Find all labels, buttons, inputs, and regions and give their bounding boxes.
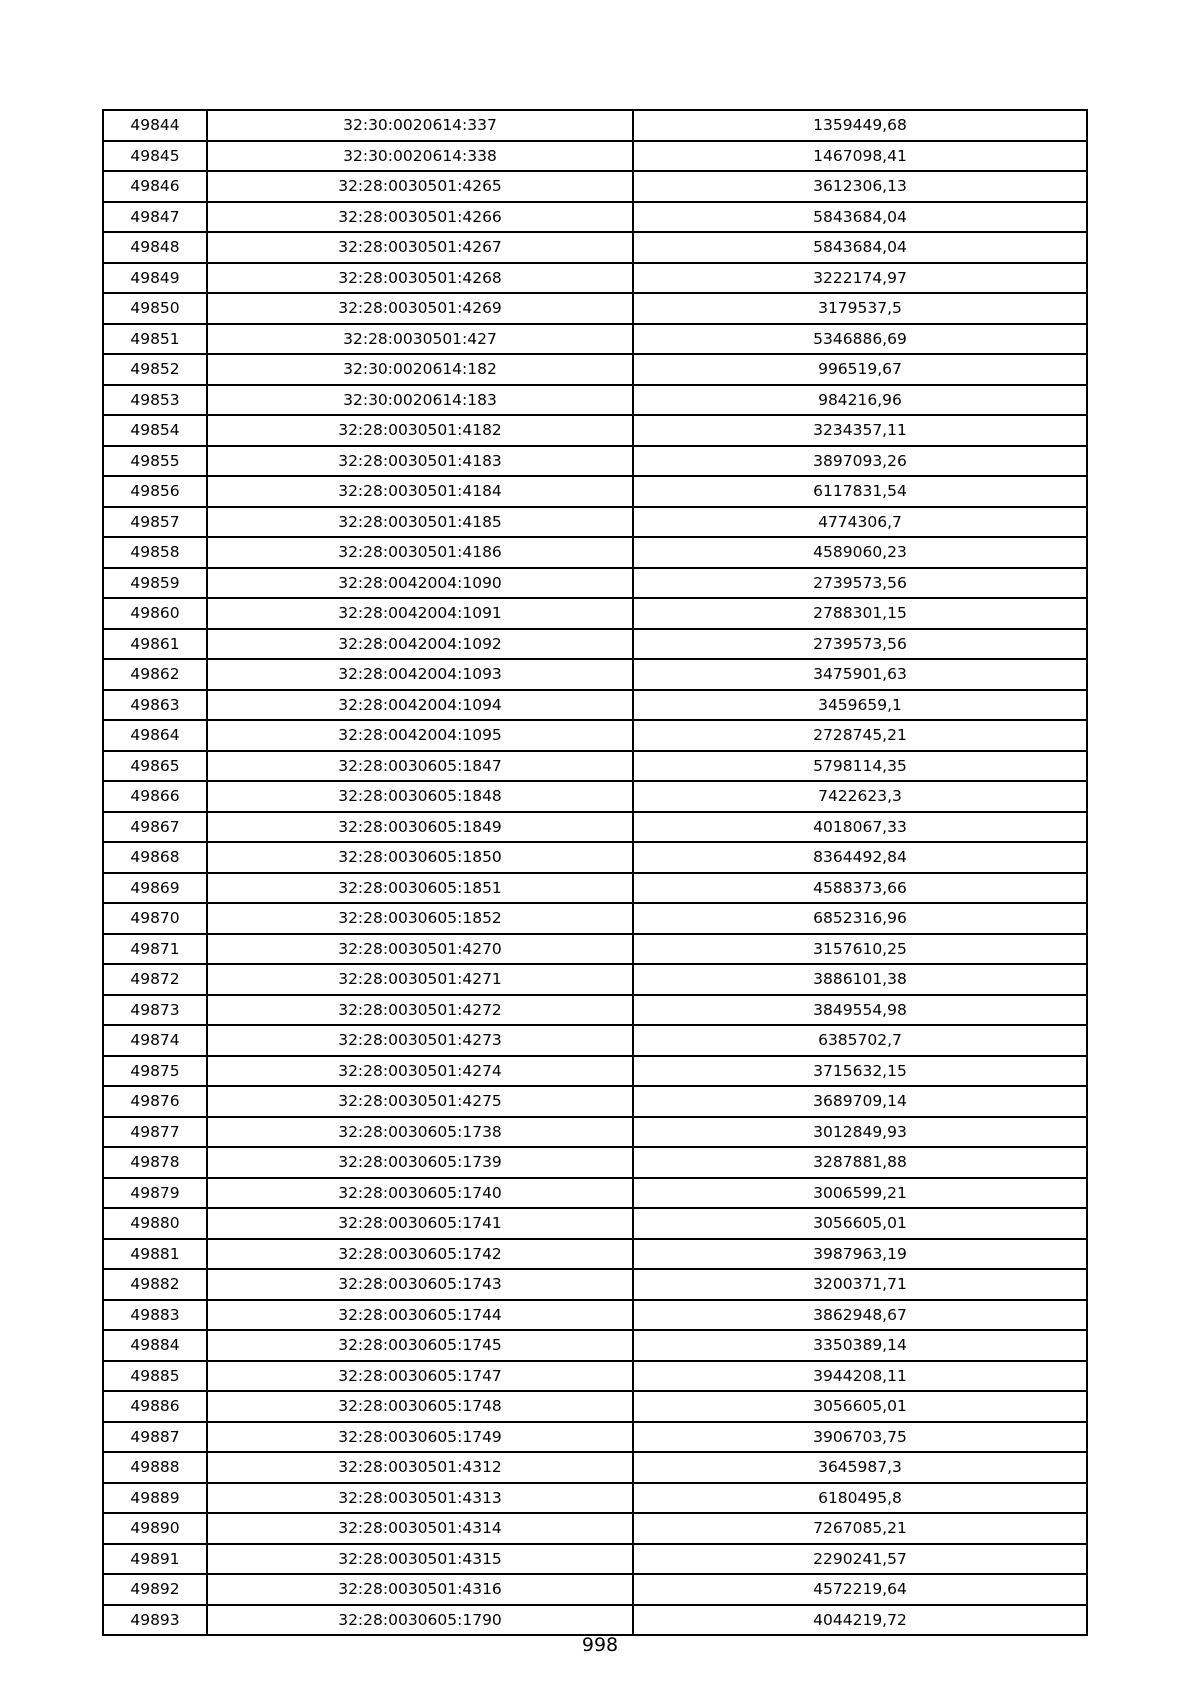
row-number-cell: 49863 bbox=[103, 690, 207, 721]
cadastral-number-cell: 32:28:0030501:4272 bbox=[207, 995, 633, 1026]
value-cell: 3645987,3 bbox=[633, 1452, 1087, 1483]
cadastral-number-cell: 32:28:0030501:4267 bbox=[207, 232, 633, 263]
value-cell: 3459659,1 bbox=[633, 690, 1087, 721]
row-number-cell: 49871 bbox=[103, 934, 207, 965]
value-cell: 3715632,15 bbox=[633, 1056, 1087, 1087]
cadastral-number-cell: 32:28:0030501:4183 bbox=[207, 446, 633, 477]
value-cell: 984216,96 bbox=[633, 385, 1087, 416]
table-row bbox=[103, 1300, 1087, 1331]
value-cell: 2290241,57 bbox=[633, 1544, 1087, 1575]
row-number-cell: 49887 bbox=[103, 1422, 207, 1453]
cadastral-number-cell: 32:28:0042004:1090 bbox=[207, 568, 633, 599]
value-cell: 5843684,04 bbox=[633, 202, 1087, 233]
value-cell: 6117831,54 bbox=[633, 476, 1087, 507]
table-row bbox=[103, 1147, 1087, 1178]
cadastral-number-cell: 32:28:0030501:4316 bbox=[207, 1574, 633, 1605]
page-number: 998 bbox=[581, 1634, 619, 1656]
cadastral-number-cell: 32:28:0030501:4312 bbox=[207, 1452, 633, 1483]
value-cell: 5346886,69 bbox=[633, 324, 1087, 355]
cadastral-number-cell: 32:28:0030501:4270 bbox=[207, 934, 633, 965]
cadastral-number-cell: 32:28:0030605:1742 bbox=[207, 1239, 633, 1270]
cadastral-number-cell: 32:30:0020614:182 bbox=[207, 354, 633, 385]
value-cell: 3897093,26 bbox=[633, 446, 1087, 477]
cadastral-number-cell: 32:28:0030605:1852 bbox=[207, 903, 633, 934]
row-number-cell: 49879 bbox=[103, 1178, 207, 1209]
table-row bbox=[103, 1483, 1087, 1514]
row-number-cell: 49865 bbox=[103, 751, 207, 782]
cadastral-number-cell: 32:28:0030605:1849 bbox=[207, 812, 633, 843]
table-row bbox=[103, 568, 1087, 599]
cadastral-number-cell: 32:28:0030501:4274 bbox=[207, 1056, 633, 1087]
table-row bbox=[103, 598, 1087, 629]
value-cell: 3689709,14 bbox=[633, 1086, 1087, 1117]
cadastral-number-cell: 32:28:0030605:1739 bbox=[207, 1147, 633, 1178]
row-number-cell: 49848 bbox=[103, 232, 207, 263]
table-row bbox=[103, 1574, 1087, 1605]
cadastral-number-cell: 32:28:0030605:1790 bbox=[207, 1605, 633, 1636]
cadastral-number-cell: 32:28:0030501:427 bbox=[207, 324, 633, 355]
row-number-cell: 49853 bbox=[103, 385, 207, 416]
cadastral-number-cell: 32:28:0042004:1091 bbox=[207, 598, 633, 629]
value-cell: 8364492,84 bbox=[633, 842, 1087, 873]
value-cell: 3012849,93 bbox=[633, 1117, 1087, 1148]
table-row bbox=[103, 812, 1087, 843]
row-number-cell: 49868 bbox=[103, 842, 207, 873]
row-number-cell: 49869 bbox=[103, 873, 207, 904]
value-cell: 3234357,11 bbox=[633, 415, 1087, 446]
row-number-cell: 49882 bbox=[103, 1269, 207, 1300]
value-cell: 3475901,63 bbox=[633, 659, 1087, 690]
row-number-cell: 49877 bbox=[103, 1117, 207, 1148]
table-row bbox=[103, 1239, 1087, 1270]
table-row bbox=[103, 537, 1087, 568]
row-number-cell: 49880 bbox=[103, 1208, 207, 1239]
table-body bbox=[103, 110, 1087, 1635]
table-row bbox=[103, 629, 1087, 660]
cadastral-number-cell: 32:28:0042004:1093 bbox=[207, 659, 633, 690]
cadastral-number-cell: 32:28:0030501:4271 bbox=[207, 964, 633, 995]
value-cell: 4018067,33 bbox=[633, 812, 1087, 843]
row-number-cell: 49870 bbox=[103, 903, 207, 934]
row-number-cell: 49851 bbox=[103, 324, 207, 355]
cadastral-number-cell: 32:28:0030501:4275 bbox=[207, 1086, 633, 1117]
data-table bbox=[102, 109, 1088, 1636]
value-cell: 2788301,15 bbox=[633, 598, 1087, 629]
table-row bbox=[103, 995, 1087, 1026]
row-number-cell: 49864 bbox=[103, 720, 207, 751]
table-row bbox=[103, 324, 1087, 355]
value-cell: 6852316,96 bbox=[633, 903, 1087, 934]
value-cell: 7267085,21 bbox=[633, 1513, 1087, 1544]
cadastral-number-cell: 32:28:0030501:4182 bbox=[207, 415, 633, 446]
cadastral-number-cell: 32:28:0030605:1851 bbox=[207, 873, 633, 904]
row-number-cell: 49861 bbox=[103, 629, 207, 660]
value-cell: 3222174,97 bbox=[633, 263, 1087, 294]
table-row bbox=[103, 690, 1087, 721]
value-cell: 3350389,14 bbox=[633, 1330, 1087, 1361]
row-number-cell: 49847 bbox=[103, 202, 207, 233]
value-cell: 5843684,04 bbox=[633, 232, 1087, 263]
cadastral-number-cell: 32:28:0030501:4273 bbox=[207, 1025, 633, 1056]
value-cell: 3006599,21 bbox=[633, 1178, 1087, 1209]
cadastral-number-cell: 32:28:0042004:1095 bbox=[207, 720, 633, 751]
value-cell: 2739573,56 bbox=[633, 629, 1087, 660]
row-number-cell: 49857 bbox=[103, 507, 207, 538]
cadastral-number-cell: 32:28:0030605:1848 bbox=[207, 781, 633, 812]
value-cell: 3287881,88 bbox=[633, 1147, 1087, 1178]
row-number-cell: 49889 bbox=[103, 1483, 207, 1514]
value-cell: 3944208,11 bbox=[633, 1361, 1087, 1392]
table-row bbox=[103, 354, 1087, 385]
row-number-cell: 49856 bbox=[103, 476, 207, 507]
cadastral-number-cell: 32:28:0030501:4266 bbox=[207, 202, 633, 233]
table-row bbox=[103, 1544, 1087, 1575]
row-number-cell: 49881 bbox=[103, 1239, 207, 1270]
value-cell: 3849554,98 bbox=[633, 995, 1087, 1026]
table-row bbox=[103, 476, 1087, 507]
table-row bbox=[103, 232, 1087, 263]
table-row bbox=[103, 507, 1087, 538]
cadastral-number-cell: 32:28:0030501:4265 bbox=[207, 171, 633, 202]
cadastral-number-cell: 32:28:0030501:4268 bbox=[207, 263, 633, 294]
cadastral-number-cell: 32:30:0020614:338 bbox=[207, 141, 633, 172]
table-row bbox=[103, 903, 1087, 934]
row-number-cell: 49872 bbox=[103, 964, 207, 995]
table-row bbox=[103, 659, 1087, 690]
table-row bbox=[103, 1086, 1087, 1117]
value-cell: 996519,67 bbox=[633, 354, 1087, 385]
value-cell: 3056605,01 bbox=[633, 1208, 1087, 1239]
value-cell: 5798114,35 bbox=[633, 751, 1087, 782]
row-number-cell: 49874 bbox=[103, 1025, 207, 1056]
row-number-cell: 49888 bbox=[103, 1452, 207, 1483]
table-row bbox=[103, 1269, 1087, 1300]
cadastral-number-cell: 32:28:0030605:1743 bbox=[207, 1269, 633, 1300]
value-cell: 7422623,3 bbox=[633, 781, 1087, 812]
value-cell: 6180495,8 bbox=[633, 1483, 1087, 1514]
row-number-cell: 49876 bbox=[103, 1086, 207, 1117]
cadastral-number-cell: 32:28:0030605:1740 bbox=[207, 1178, 633, 1209]
cadastral-number-cell: 32:28:0030605:1741 bbox=[207, 1208, 633, 1239]
cadastral-number-cell: 32:28:0030501:4186 bbox=[207, 537, 633, 568]
table-row bbox=[103, 1178, 1087, 1209]
cadastral-number-cell: 32:28:0030501:4184 bbox=[207, 476, 633, 507]
value-cell: 1467098,41 bbox=[633, 141, 1087, 172]
row-number-cell: 49852 bbox=[103, 354, 207, 385]
value-cell: 3862948,67 bbox=[633, 1300, 1087, 1331]
value-cell: 3612306,13 bbox=[633, 171, 1087, 202]
value-cell: 3987963,19 bbox=[633, 1239, 1087, 1270]
value-cell: 2728745,21 bbox=[633, 720, 1087, 751]
row-number-cell: 49883 bbox=[103, 1300, 207, 1331]
table-row bbox=[103, 385, 1087, 416]
table-row bbox=[103, 1330, 1087, 1361]
table-row bbox=[103, 1513, 1087, 1544]
cadastral-number-cell: 32:28:0030501:4315 bbox=[207, 1544, 633, 1575]
table-row bbox=[103, 446, 1087, 477]
table-row bbox=[103, 415, 1087, 446]
row-number-cell: 49885 bbox=[103, 1361, 207, 1392]
row-number-cell: 49867 bbox=[103, 812, 207, 843]
value-cell: 3200371,71 bbox=[633, 1269, 1087, 1300]
row-number-cell: 49866 bbox=[103, 781, 207, 812]
cadastral-number-cell: 32:28:0042004:1094 bbox=[207, 690, 633, 721]
value-cell: 6385702,7 bbox=[633, 1025, 1087, 1056]
cadastral-number-cell: 32:28:0030501:4313 bbox=[207, 1483, 633, 1514]
table-row bbox=[103, 842, 1087, 873]
table-row bbox=[103, 1605, 1087, 1636]
cadastral-number-cell: 32:30:0020614:183 bbox=[207, 385, 633, 416]
row-number-cell: 49875 bbox=[103, 1056, 207, 1087]
value-cell: 3157610,25 bbox=[633, 934, 1087, 965]
row-number-cell: 49846 bbox=[103, 171, 207, 202]
row-number-cell: 49893 bbox=[103, 1605, 207, 1636]
row-number-cell: 49890 bbox=[103, 1513, 207, 1544]
row-number-cell: 49855 bbox=[103, 446, 207, 477]
cadastral-number-cell: 32:28:0030605:1749 bbox=[207, 1422, 633, 1453]
value-cell: 2739573,56 bbox=[633, 568, 1087, 599]
row-number-cell: 49891 bbox=[103, 1544, 207, 1575]
cadastral-number-cell: 32:28:0030605:1744 bbox=[207, 1300, 633, 1331]
value-cell: 4589060,23 bbox=[633, 537, 1087, 568]
table-row bbox=[103, 1422, 1087, 1453]
cadastral-number-cell: 32:28:0030501:4269 bbox=[207, 293, 633, 324]
cadastral-number-cell: 32:28:0030605:1745 bbox=[207, 1330, 633, 1361]
cadastral-number-cell: 32:28:0042004:1092 bbox=[207, 629, 633, 660]
cadastral-number-cell: 32:28:0030605:1748 bbox=[207, 1391, 633, 1422]
row-number-cell: 49892 bbox=[103, 1574, 207, 1605]
table-row bbox=[103, 171, 1087, 202]
row-number-cell: 49858 bbox=[103, 537, 207, 568]
row-number-cell: 49886 bbox=[103, 1391, 207, 1422]
table-row bbox=[103, 1452, 1087, 1483]
cadastral-number-cell: 32:28:0030501:4185 bbox=[207, 507, 633, 538]
table-row bbox=[103, 781, 1087, 812]
value-cell: 3906703,75 bbox=[633, 1422, 1087, 1453]
table-row bbox=[103, 110, 1087, 141]
table-row bbox=[103, 293, 1087, 324]
row-number-cell: 49859 bbox=[103, 568, 207, 599]
value-cell: 1359449,68 bbox=[633, 110, 1087, 141]
value-cell: 4774306,7 bbox=[633, 507, 1087, 538]
row-number-cell: 49860 bbox=[103, 598, 207, 629]
value-cell: 4572219,64 bbox=[633, 1574, 1087, 1605]
row-number-cell: 49854 bbox=[103, 415, 207, 446]
table-row bbox=[103, 1208, 1087, 1239]
row-number-cell: 49878 bbox=[103, 1147, 207, 1178]
table-row bbox=[103, 141, 1087, 172]
value-cell: 3056605,01 bbox=[633, 1391, 1087, 1422]
cadastral-number-cell: 32:28:0030605:1847 bbox=[207, 751, 633, 782]
row-number-cell: 49845 bbox=[103, 141, 207, 172]
row-number-cell: 49849 bbox=[103, 263, 207, 294]
cadastral-number-cell: 32:28:0030501:4314 bbox=[207, 1513, 633, 1544]
cadastral-number-cell: 32:28:0030605:1850 bbox=[207, 842, 633, 873]
row-number-cell: 49862 bbox=[103, 659, 207, 690]
table-row bbox=[103, 751, 1087, 782]
table-row bbox=[103, 202, 1087, 233]
table-row bbox=[103, 263, 1087, 294]
value-cell: 3886101,38 bbox=[633, 964, 1087, 995]
table-row bbox=[103, 934, 1087, 965]
value-cell: 3179537,5 bbox=[633, 293, 1087, 324]
table-row bbox=[103, 1391, 1087, 1422]
cadastral-number-cell: 32:28:0030605:1747 bbox=[207, 1361, 633, 1392]
cadastral-number-cell: 32:30:0020614:337 bbox=[207, 110, 633, 141]
table-row bbox=[103, 720, 1087, 751]
value-cell: 4044219,72 bbox=[633, 1605, 1087, 1636]
value-cell: 4588373,66 bbox=[633, 873, 1087, 904]
table-row bbox=[103, 873, 1087, 904]
row-number-cell: 49844 bbox=[103, 110, 207, 141]
row-number-cell: 49850 bbox=[103, 293, 207, 324]
row-number-cell: 49873 bbox=[103, 995, 207, 1026]
table-row bbox=[103, 1361, 1087, 1392]
row-number-cell: 49884 bbox=[103, 1330, 207, 1361]
table-row bbox=[103, 964, 1087, 995]
cadastral-number-cell: 32:28:0030605:1738 bbox=[207, 1117, 633, 1148]
table-row bbox=[103, 1056, 1087, 1087]
table-row bbox=[103, 1025, 1087, 1056]
table-row bbox=[103, 1117, 1087, 1148]
